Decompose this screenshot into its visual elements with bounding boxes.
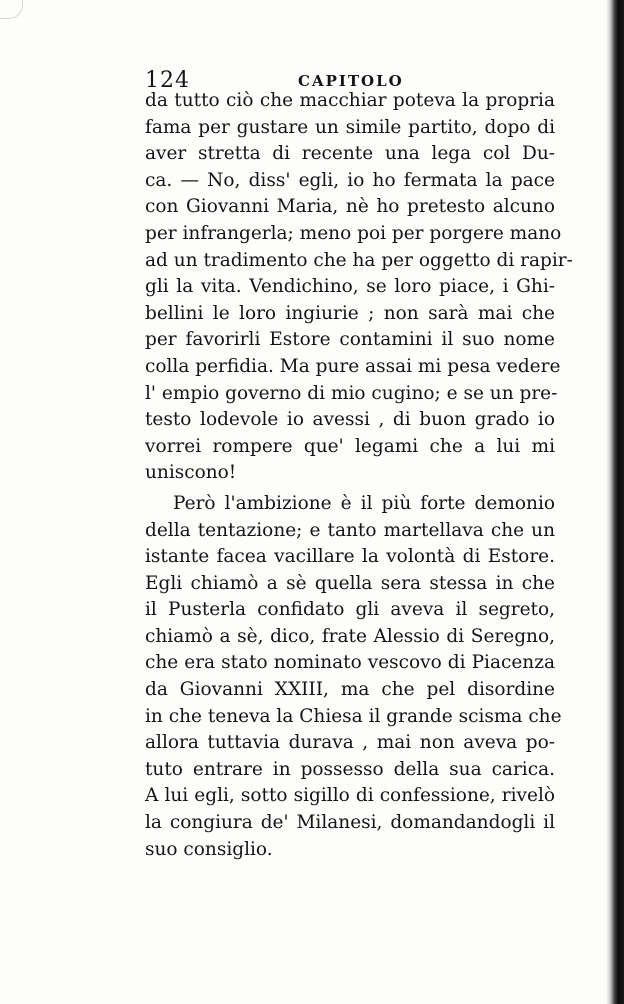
text-line: allora tuttavia durava , mai non aveva po- [145,732,555,754]
text-line: tuto entrare in possesso della sua carica. [145,758,555,780]
text-line: aver stretta di recente una lega col Du- [145,143,555,165]
corner-mark [0,0,23,19]
text-line: Egli chiamò a sè quella sera stessa in che [145,572,555,594]
text-line: da tutto ciò che macchiar poteva la propria [145,90,555,111]
text-line: per favorirli Estore contamini il suo nome [145,329,555,351]
text-line: l' empio governo di mio cugino; e se un pre- [145,382,558,404]
text-line: chiamò a sè, dico, frate Alessio di Seregno, [145,625,555,647]
text-line: che era stato nominato vescovo di Piacenza [145,652,555,674]
text-line: ad un tradimento che ha per oggetto di rapir- [145,249,573,271]
text-line: A lui egli, sotto sigillo di confessione, rivelò [145,785,555,807]
text-line: Però l'ambizione è il più forte demonio [173,492,555,514]
text-line: in che teneva la Chiesa il grande scisma che [145,705,562,727]
book-edge [610,0,624,1004]
paragraph-2 [145,491,562,863]
text-line: colla perfidia. Ma pure assai mi pesa vedere [145,355,561,377]
text-line: il Pusterla confidato gli aveva il segreto, [145,599,555,621]
text-line: bellini le loro ingiurie ; non sarà mai che [145,302,555,324]
text-line: suo consiglio. [145,838,273,860]
text-line: vorrei rompere que' legami che a lui mi [145,435,555,457]
text-line: per infrangerla; meno poi per porgere mano [145,222,562,244]
text-line: ca. — No, diss' egli, io ho fermata la pace [145,169,555,191]
text-line: la congiura de' Milanesi, domandandogli il [145,812,555,834]
text-line: con Giovanni Maria, nè ho pretesto alcuno [145,196,555,218]
running-title: CAPITOLO [298,72,404,90]
text-line: gli la vita. Vendichino, se loro piace, i Ghi- [145,276,555,298]
text-line: fama per gustare un simile partito, dopo di [145,116,555,138]
text-line: della tentazione; e tanto martellava che un [145,519,555,541]
text-line: istante facea vacillare la volontà di Estore. [145,546,555,568]
text-line: testo lodevole io avessi , di buon grado io [145,409,555,431]
body-text [145,88,573,863]
text-line: uniscono! [145,462,237,484]
page-number: 124 [145,68,190,93]
paragraph-1 [145,88,573,487]
text-line: da Giovanni XXIII, ma che pel disordine [145,679,555,701]
